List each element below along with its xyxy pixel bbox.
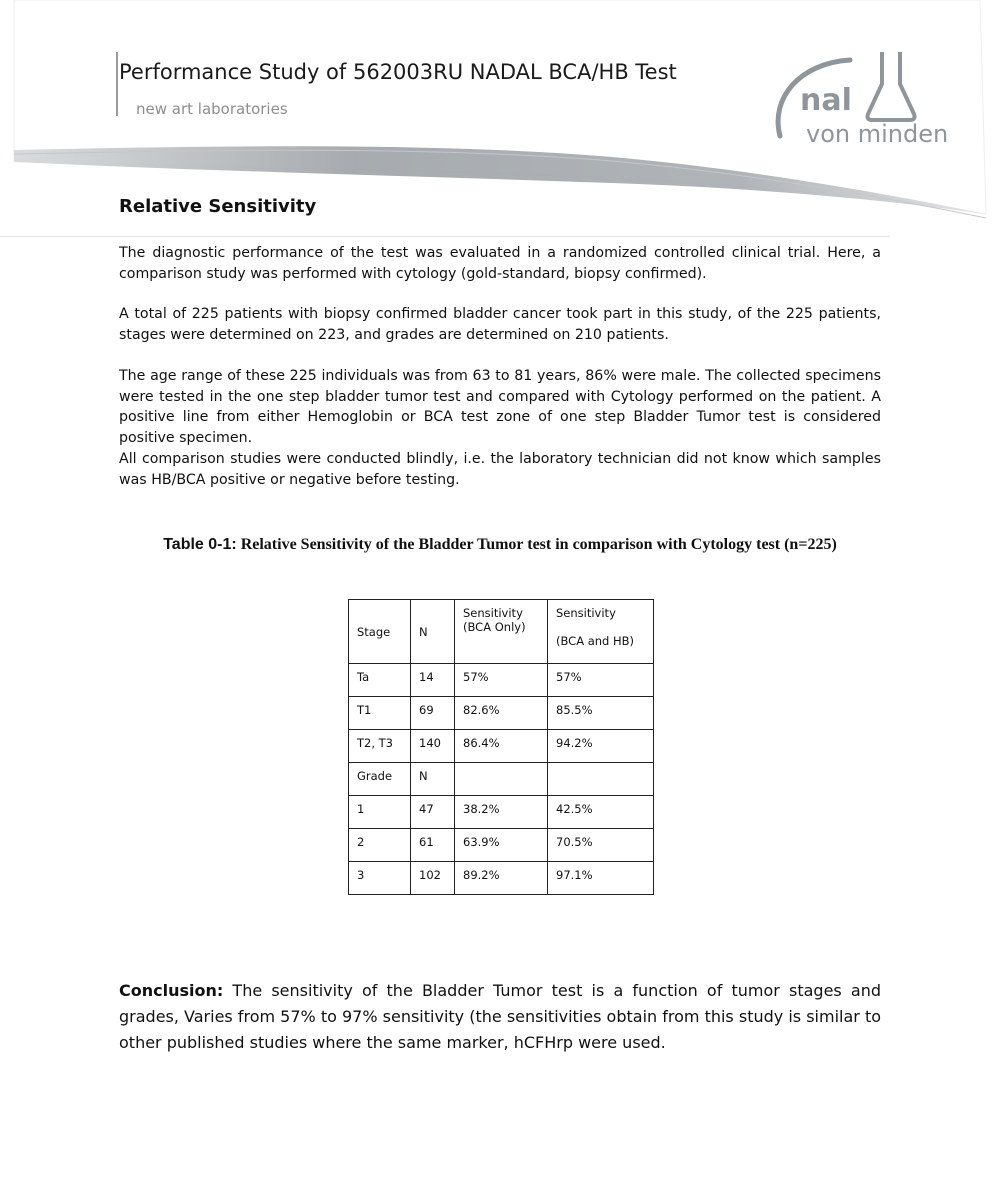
header-bca-only: Sensitivity (BCA Only)	[455, 600, 548, 664]
table-cell	[548, 763, 654, 796]
table-cell: Ta	[349, 664, 411, 697]
table-cell: 89.2%	[455, 862, 548, 895]
nal-logo	[770, 48, 949, 148]
table-cell: 57%	[455, 664, 548, 697]
table-header-row	[349, 600, 654, 664]
conclusion-label: Conclusion:	[119, 981, 224, 1000]
flask-icon	[868, 52, 915, 120]
logo-text-nal: nal	[800, 83, 852, 118]
table-cell: 140	[411, 730, 455, 763]
header-bca-hb: Sensitivity (BCA and HB)	[548, 600, 654, 664]
table-cell: 57%	[548, 664, 654, 697]
table-cell: 47	[411, 796, 455, 829]
table-cell: 85.5%	[548, 697, 654, 730]
header-n: N	[411, 600, 455, 664]
table-cell: 14	[411, 664, 455, 697]
table-cell: 63.9%	[455, 829, 548, 862]
table-cell: T2, T3	[349, 730, 411, 763]
table-cell: 1	[349, 796, 411, 829]
conclusion-paragraph	[119, 978, 881, 1056]
table-row	[349, 697, 654, 730]
paragraph-1: The diagnostic performance of the test was evaluated in a randomized controlled clinical trial. Here, a comparison study was performed with cytology (gold-standard, biopsy confirmed).	[119, 245, 881, 282]
paragraph-2: A total of 225 patients with biopsy confirmed bladder cancer took part in this study, of the 225 patients, stages were determined on 223, and grades are determined on 210 patients.	[119, 306, 881, 343]
table-cell: Grade	[349, 763, 411, 796]
table-cell	[455, 763, 548, 796]
table-cell: 38.2%	[455, 796, 548, 829]
table-cell: 61	[411, 829, 455, 862]
divider	[0, 236, 890, 237]
header-stage: Stage	[349, 600, 411, 664]
table-cell: 69	[411, 697, 455, 730]
table-cell: 102	[411, 862, 455, 895]
table-cell: T1	[349, 697, 411, 730]
conclusion-text: The sensitivity of the Bladder Tumor test is a function of tumor stages and grades, Varies from 57% to 97% sensitivity (the sensitivities obtain from this study is similar to other published studies where the same marker, hCFHrp were used.	[119, 981, 881, 1052]
paragraph-3: The age range of these 225 individuals was from 63 to 81 years, 86% were male. The collected specimens were tested in the one step bladder tumor test and compared with Cytology performed on the patient. A positive line from either Hemoglobin or BCA test zone of one step Bladder Tumor test is considered positive specimen.	[119, 368, 881, 446]
table-cell: 3	[349, 862, 411, 895]
table-cell: 70.5%	[548, 829, 654, 862]
title-accent-bar	[116, 52, 118, 116]
sensitivity-table	[348, 599, 654, 895]
table-cell: 2	[349, 829, 411, 862]
section-title: Relative Sensitivity	[119, 196, 317, 217]
table-cell: 97.1%	[548, 862, 654, 895]
table-cell: 94.2%	[548, 730, 654, 763]
table-cell: 82.6%	[455, 697, 548, 730]
table-cell: N	[411, 763, 455, 796]
table-caption: Table 0-1: Relative Sensitivity of the Bladder Tumor test in comparison with Cytology test (n=225)	[163, 536, 837, 553]
table-row	[349, 730, 654, 763]
table-cell: 42.5%	[548, 796, 654, 829]
table-row	[349, 796, 654, 829]
logo-text-von-minden: von minden	[806, 120, 949, 148]
paragraph-4: All comparison studies were conducted blindly, i.e. the laboratory technician did not know which samples was HB/BCA positive or negative before testing.	[119, 451, 881, 488]
table-row	[349, 763, 654, 796]
table-row	[349, 664, 654, 697]
table-cell: 86.4%	[455, 730, 548, 763]
document-title: Performance Study of 562003RU NADAL BCA/HB Test	[119, 60, 677, 84]
table-row	[349, 862, 654, 895]
table-row	[349, 829, 654, 862]
lab-name: new art laboratories	[136, 100, 288, 118]
